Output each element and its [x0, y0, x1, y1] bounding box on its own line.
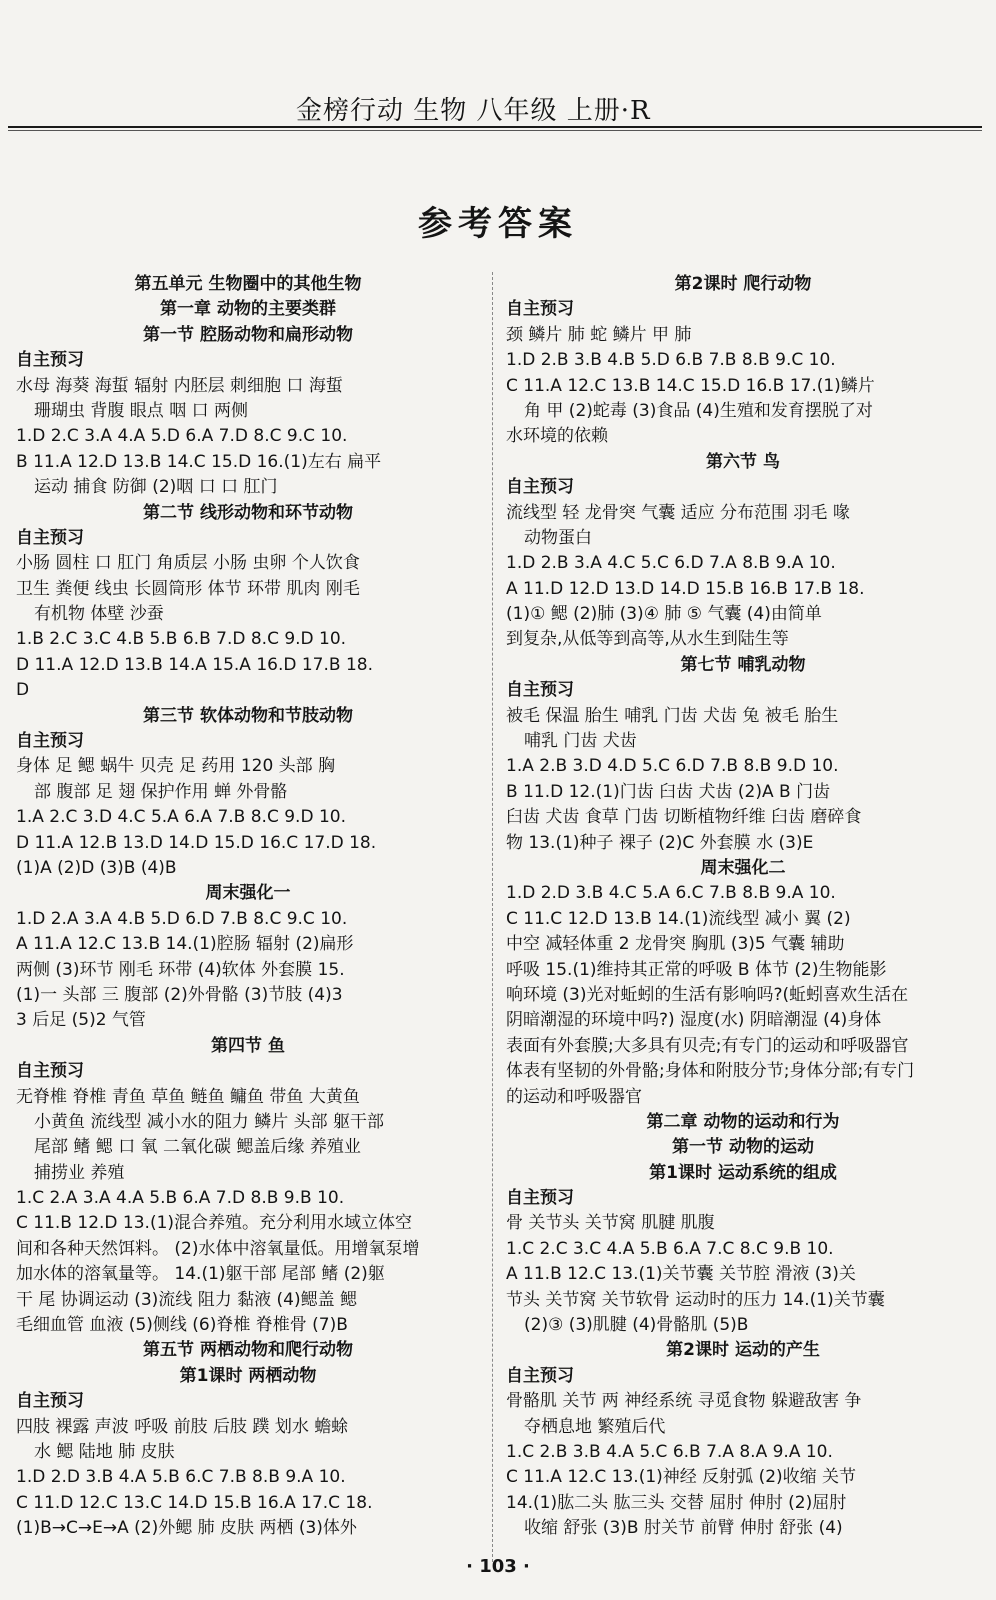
answer-line: 1.D 2.B 3.A 4.C 5.C 6.D 7.A 8.B 9.A 10. — [506, 553, 836, 574]
section-label: 自主预习 — [506, 299, 574, 320]
header-rule — [8, 126, 982, 128]
answer-line: 表面有外套膜;大多具有贝壳;有专门的运动和呼吸器官 — [506, 1035, 909, 1056]
page-number: · 103 · — [466, 1556, 530, 1577]
answer-line: (2)③ (3)肌腱 (4)骨骼肌 (5)B — [524, 1315, 749, 1336]
answer-line: 间和各种天然饵料。 (2)水体中溶氧量低。用增氧泵增 — [16, 1238, 420, 1259]
answer-line: 动物蛋白 — [524, 527, 592, 548]
answer-line: 夺栖息地 繁殖后代 — [524, 1416, 666, 1437]
answer-line: 水母 海葵 海蜇 辐射 内胚层 刺细胞 口 海蜇 — [16, 375, 343, 396]
section-heading: 第七节 哺乳动物 — [680, 654, 806, 675]
answer-line: 1.A 2.B 3.D 4.D 5.C 6.D 7.B 8.B 9.D 10. — [506, 756, 839, 777]
answer-line: 1.D 2.C 3.A 4.A 5.D 6.A 7.D 8.C 9.C 10. — [16, 426, 348, 447]
answer-line: C 11.A 12.C 13.B 14.C 15.D 16.B 17.(1)鳞片 — [506, 375, 875, 396]
answer-line: 14.(1)肱二头 肱三头 交替 屈肘 伸肘 (2)屈肘 — [506, 1492, 847, 1513]
answer-line: 体表有坚韧的外骨骼;身体和附肢分节;身体分部;有专门 — [506, 1061, 915, 1082]
section-label: 自主预习 — [16, 527, 84, 548]
answer-line: A 11.D 12.D 13.D 14.D 15.B 16.B 17.B 18. — [506, 578, 865, 599]
section-heading: 第二章 动物的运动和行为 — [646, 1111, 840, 1132]
answer-line: 卫生 粪便 线虫 长圆筒形 体节 环带 肌肉 刚毛 — [16, 578, 360, 599]
section-heading: 第一节 腔肠动物和扁形动物 — [143, 324, 353, 345]
answer-line: 小肠 圆柱 口 肛门 角质层 小肠 虫卵 个人饮食 — [16, 553, 360, 574]
header-rule-thin — [8, 130, 982, 131]
answer-line: 物 13.(1)种子 裸子 (2)C 外套膜 水 (3)E — [506, 832, 814, 853]
answer-line: 1.C 2.A 3.A 4.A 5.B 6.A 7.D 8.B 9.B 10. — [16, 1188, 345, 1209]
answer-line: 呼吸 15.(1)维持其正常的呼吸 B 体节 (2)生物能影 — [506, 959, 887, 980]
answer-line: C 11.B 12.D 13.(1)混合养殖。充分利用水域立体空 — [16, 1213, 413, 1234]
section-heading: 周末强化一 — [205, 883, 291, 904]
answer-line: 1.C 2.B 3.B 4.A 5.C 6.B 7.A 8.A 9.A 10. — [506, 1441, 833, 1462]
section-label: 自主预习 — [506, 477, 574, 498]
section-label: 自主预习 — [16, 731, 84, 752]
answer-line: 中空 减轻体重 2 龙骨突 胸肌 (3)5 气囊 辅助 — [506, 934, 845, 955]
answer-line: D 11.A 12.D 13.B 14.A 15.A 16.D 17.B 18. — [16, 654, 373, 675]
answer-line: (1)一 头部 三 腹部 (2)外骨骼 (3)节肢 (4)3 — [16, 984, 343, 1005]
book-header-title: 金榜行动 生物 八年级 上册·R — [296, 96, 651, 126]
answer-line: 捕捞业 养殖 — [34, 1162, 125, 1183]
answer-line: (1)A (2)D (3)B (4)B — [16, 857, 177, 878]
answer-line: B 11.A 12.D 13.B 14.C 15.D 16.(1)左右 扁平 — [16, 451, 382, 472]
right-column — [506, 272, 980, 1542]
answer-line: 1.C 2.C 3.C 4.A 5.B 6.A 7.C 8.C 9.B 10. — [506, 1238, 834, 1259]
answer-line: 两侧 (3)环节 刚毛 环带 (4)软体 外套膜 15. — [16, 959, 345, 980]
answer-line: 颈 鳞片 肺 蛇 鳞片 甲 肺 — [506, 324, 692, 345]
answer-line: 珊瑚虫 背腹 眼点 咽 口 两侧 — [34, 400, 249, 421]
answer-line: 四肢 裸露 声波 呼吸 前肢 后肢 蹼 划水 蟾蜍 — [16, 1416, 349, 1437]
section-heading: 第1课时 运动系统的组成 — [649, 1162, 837, 1183]
answer-line: 尾部 鳍 鳃 口 氧 二氧化碳 鳃盖后缘 养殖业 — [34, 1137, 361, 1158]
answer-line: 1.B 2.C 3.C 4.B 5.B 6.B 7.D 8.C 9.D 10. — [16, 629, 347, 650]
page-title: 参考答案 — [418, 204, 578, 244]
section-heading: 第六节 鸟 — [706, 451, 780, 472]
answer-line: 角 甲 (2)蛇毒 (3)食品 (4)生殖和发育摆脱了对 — [524, 400, 873, 421]
answer-line: B 11.D 12.(1)门齿 臼齿 犬齿 (2)A B 门齿 — [506, 781, 831, 802]
section-heading: 第五节 两栖动物和爬行动物 — [143, 1340, 353, 1361]
answer-line: 1.D 2.B 3.B 4.B 5.D 6.B 7.B 8.B 9.C 10. — [506, 350, 836, 371]
answer-line: 身体 足 鳃 蜗牛 贝壳 足 药用 120 头部 胸 — [16, 756, 336, 777]
answer-line: 3 后足 (5)2 气管 — [16, 1010, 146, 1031]
answer-line: D — [16, 680, 30, 701]
answer-line: 响环境 (3)光对蚯蚓的生活有影响吗?(蚯蚓喜欢生活在 — [506, 984, 909, 1005]
section-heading: 第2课时 运动的产生 — [666, 1340, 820, 1361]
section-label: 自主预习 — [16, 1061, 84, 1082]
answer-line: 节头 关节窝 关节软骨 运动时的压力 14.(1)关节囊 — [506, 1289, 885, 1310]
section-heading: 第一章 动物的主要类群 — [160, 299, 336, 320]
section-heading: 第五单元 生物圈中的其他生物 — [134, 274, 362, 294]
section-heading: 第一节 动物的运动 — [672, 1137, 814, 1158]
answer-line: 1.D 2.D 3.B 4.A 5.B 6.C 7.B 8.B 9.A 10. — [16, 1467, 346, 1488]
section-label: 自主预习 — [506, 680, 574, 701]
left-column — [16, 272, 480, 1542]
answer-line: 加水体的溶氧量等。 14.(1)躯干部 尾部 鳍 (2)躯 — [16, 1264, 385, 1285]
answer-line: 被毛 保温 胎生 哺乳 门齿 犬齿 兔 被毛 胎生 — [506, 705, 839, 726]
answer-line: 1.D 2.D 3.B 4.C 5.A 6.C 7.B 8.B 9.A 10. — [506, 883, 836, 904]
answer-line: 1.A 2.C 3.D 4.C 5.A 6.A 7.B 8.C 9.D 10. — [16, 807, 346, 828]
answer-line: C 11.A 12.C 13.(1)神经 反射弧 (2)收缩 关节 — [506, 1467, 857, 1488]
answer-line: 的运动和呼吸器官 — [506, 1086, 642, 1107]
answer-line: 骨 关节头 关节窝 肌腱 肌腹 — [506, 1213, 715, 1234]
section-label: 自主预习 — [506, 1188, 574, 1209]
answer-line: 无脊椎 脊椎 青鱼 草鱼 鲢鱼 鳙鱼 带鱼 大黄鱼 — [16, 1086, 360, 1107]
section-heading: 周末强化二 — [700, 857, 786, 878]
answer-line: A 11.B 12.C 13.(1)关节囊 关节腔 滑液 (3)关 — [506, 1264, 856, 1285]
answer-line: C 11.D 12.C 13.C 14.D 15.B 16.A 17.C 18. — [16, 1492, 373, 1513]
answer-line: (1)B→C→E→A (2)外鳃 肺 皮肤 两栖 (3)体外 — [16, 1518, 357, 1539]
answer-line: 毛细血管 血液 (5)侧线 (6)脊椎 脊椎骨 (7)B — [16, 1315, 348, 1336]
answer-line: 有机物 体壁 沙蚕 — [34, 604, 164, 625]
section-label: 自主预习 — [16, 350, 84, 371]
answer-line: 哺乳 门齿 犬齿 — [524, 731, 637, 752]
answer-line: 骨骼肌 关节 两 神经系统 寻觅食物 躲避敌害 争 — [506, 1391, 862, 1412]
section-label: 自主预习 — [506, 1365, 574, 1386]
section-heading: 第二节 线形动物和环节动物 — [143, 502, 353, 523]
answer-line: 阴暗潮湿的环境中吗?) 湿度(水) 阴暗潮湿 (4)身体 — [506, 1010, 882, 1031]
section-heading: 第2课时 爬行动物 — [674, 274, 812, 294]
answer-line: 流线型 轻 龙骨突 气囊 适应 分布范围 羽毛 喙 — [506, 502, 850, 523]
section-heading: 第四节 鱼 — [211, 1035, 285, 1056]
answer-line: 臼齿 犬齿 食草 门齿 切断植物纤维 臼齿 磨碎食 — [506, 807, 862, 828]
answer-line: C 11.C 12.D 13.B 14.(1)流线型 减小 翼 (2) — [506, 908, 851, 929]
answer-line: 运动 捕食 防御 (2)咽 口 口 肛门 — [34, 477, 278, 498]
answer-line: D 11.A 12.B 13.D 14.D 15.D 16.C 17.D 18. — [16, 832, 377, 853]
column-divider — [492, 272, 493, 1562]
answer-line: 水环境的依赖 — [506, 426, 608, 447]
watermark-stamp — [784, 1554, 994, 1596]
answer-line: A 11.A 12.C 13.B 14.(1)腔肠 辐射 (2)扁形 — [16, 934, 354, 955]
section-label: 自主预习 — [16, 1391, 84, 1412]
answer-line: (1)① 鳃 (2)肺 (3)④ 肺 ⑤ 气囊 (4)由简单 — [506, 604, 822, 625]
answer-line: 小黄鱼 流线型 减小水的阻力 鳞片 头部 躯干部 — [34, 1111, 385, 1132]
section-heading: 第1课时 两栖动物 — [179, 1365, 317, 1386]
answer-line: 水 鳃 陆地 肺 皮肤 — [34, 1441, 175, 1462]
section-heading: 第三节 软体动物和节肢动物 — [143, 705, 353, 726]
answer-line: 部 腹部 足 翅 保护作用 蝉 外骨骼 — [34, 781, 288, 802]
answer-line: 干 尾 协调运动 (3)流线 阻力 黏液 (4)鳃盖 鳃 — [16, 1289, 357, 1310]
answer-line: 到复杂,从低等到高等,从水生到陆生等 — [506, 629, 789, 650]
answer-line: 收缩 舒张 (3)B 肘关节 前臂 伸肘 舒张 (4) — [524, 1518, 843, 1539]
answer-line: 1.D 2.A 3.A 4.B 5.D 6.D 7.B 8.C 9.C 10. — [16, 908, 348, 929]
